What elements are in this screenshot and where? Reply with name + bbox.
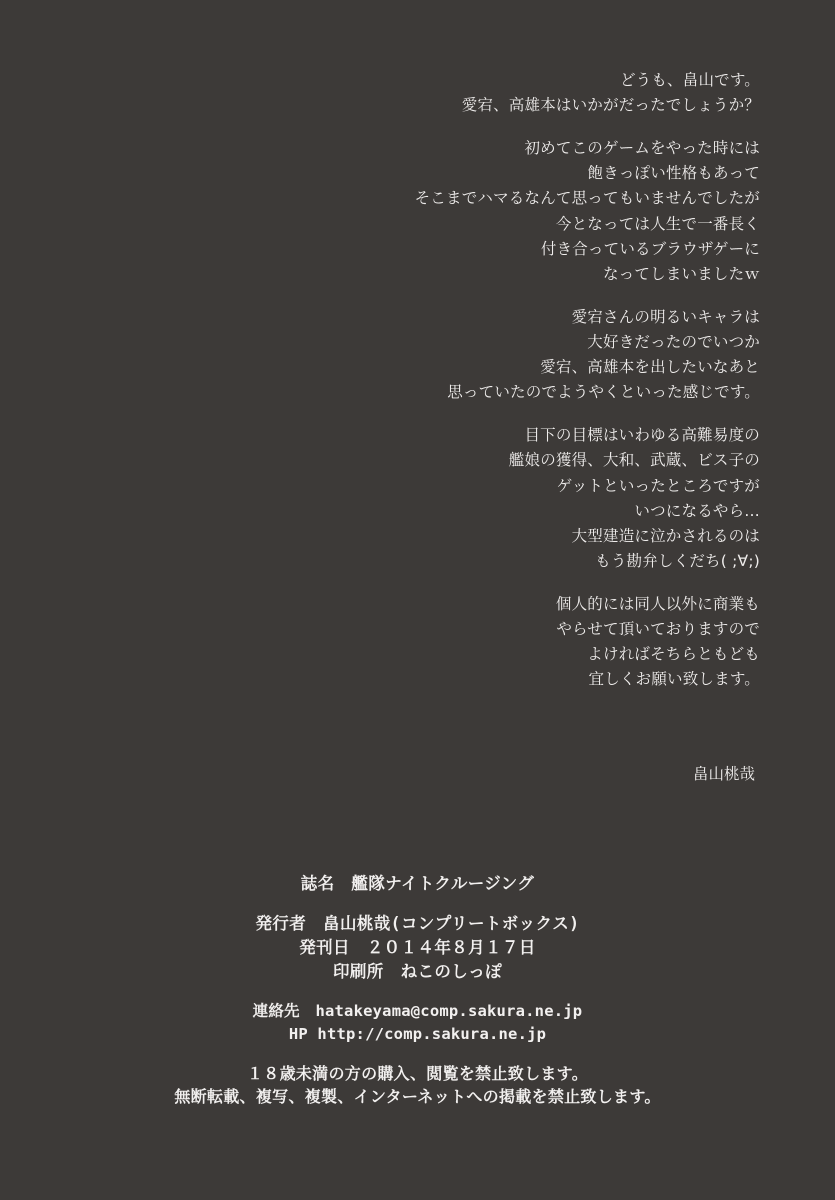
afterword-line: そこまでハマるなんて思ってもいませんでしたが bbox=[414, 189, 760, 208]
colophon-block bbox=[0, 872, 835, 1108]
afterword-paragraph bbox=[0, 136, 760, 287]
afterword-line: 今となっては人生で一番長く bbox=[555, 214, 760, 233]
afterword-line: 大好きだったのでいつか bbox=[587, 332, 760, 351]
colophon-publish-date-row: 発刊日 ２０１４年８月１７日 bbox=[299, 938, 536, 958]
afterword-paragraph bbox=[0, 423, 760, 574]
afterword-paragraph bbox=[0, 305, 760, 405]
colophon-homepage-row[interactable]: HP http://comp.sakura.ne.jp bbox=[288, 1024, 547, 1043]
colophon-publisher-row: 発行者 畠山桃哉(コンプリートボックス) bbox=[255, 914, 580, 934]
afterword-line: 宜しくお願い致します。 bbox=[588, 670, 760, 689]
afterword-line: なってしまいましたｗ bbox=[602, 264, 760, 283]
afterword-line: 個人的には同人以外に商業も bbox=[555, 594, 760, 613]
afterword-line: 飽きっぽい性格もあって bbox=[587, 164, 760, 183]
afterword-paragraph bbox=[0, 68, 760, 118]
colophon-copyright-notice-row: 無断転載、複写、複製、インターネットへの掲載を禁止致します。 bbox=[174, 1086, 661, 1106]
afterword-line: 大型建造に泣かされるのは bbox=[571, 526, 760, 545]
colophon-email-row[interactable]: 連絡先 hatakeyama@comp.sakura.ne.jp bbox=[252, 1002, 583, 1021]
colophon-notice-group bbox=[0, 1062, 835, 1109]
afterword-line: やらせて頂いておりますので bbox=[556, 620, 760, 639]
colophon-publisher-group bbox=[0, 912, 835, 984]
colophon-age-notice-row: １８歳未満の方の購入、閲覧を禁止致します。 bbox=[246, 1063, 589, 1083]
afterword-line: 愛宕さんの明るいキャラは bbox=[571, 307, 760, 326]
afterword-line: ゲットといったところですが bbox=[556, 476, 760, 495]
afterword-line: 愛宕、高雄本を出したいなあと bbox=[540, 358, 760, 377]
afterword-line: 愛宕、高雄本はいかがだったでしょうか？ bbox=[461, 96, 760, 115]
afterword-line: 付き合っているブラウザゲーに bbox=[540, 239, 760, 258]
afterword-line: よければそちらともども bbox=[587, 645, 760, 664]
colophon-contact-group bbox=[0, 1000, 835, 1045]
afterword-line: どうも、畠山です。 bbox=[619, 71, 760, 89]
afterword-text-block bbox=[0, 68, 760, 692]
afterword-line: 目下の目標はいわゆる高難易度の bbox=[524, 426, 760, 445]
colophon-printer-row: 印刷所 ねこのしっぽ bbox=[333, 962, 502, 982]
author-signature: 畠山桃哉 bbox=[692, 765, 755, 783]
afterword-line: いつになるやら… bbox=[634, 501, 760, 520]
afterword-paragraph bbox=[0, 592, 760, 692]
afterword-line: 思っていたのでようやくといった感じです。 bbox=[447, 383, 760, 402]
afterword-line: 初めてこのゲームをやった時には bbox=[524, 139, 760, 158]
afterword-line: もう勘弁しくだち( ;∀;) bbox=[595, 551, 760, 570]
afterword-line: 艦娘の獲得、大和、武蔵、ビス子の bbox=[508, 451, 760, 470]
colophon-title-row: 誌名 艦隊ナイトクルージング bbox=[300, 874, 535, 893]
colophon-title-group bbox=[0, 872, 835, 896]
